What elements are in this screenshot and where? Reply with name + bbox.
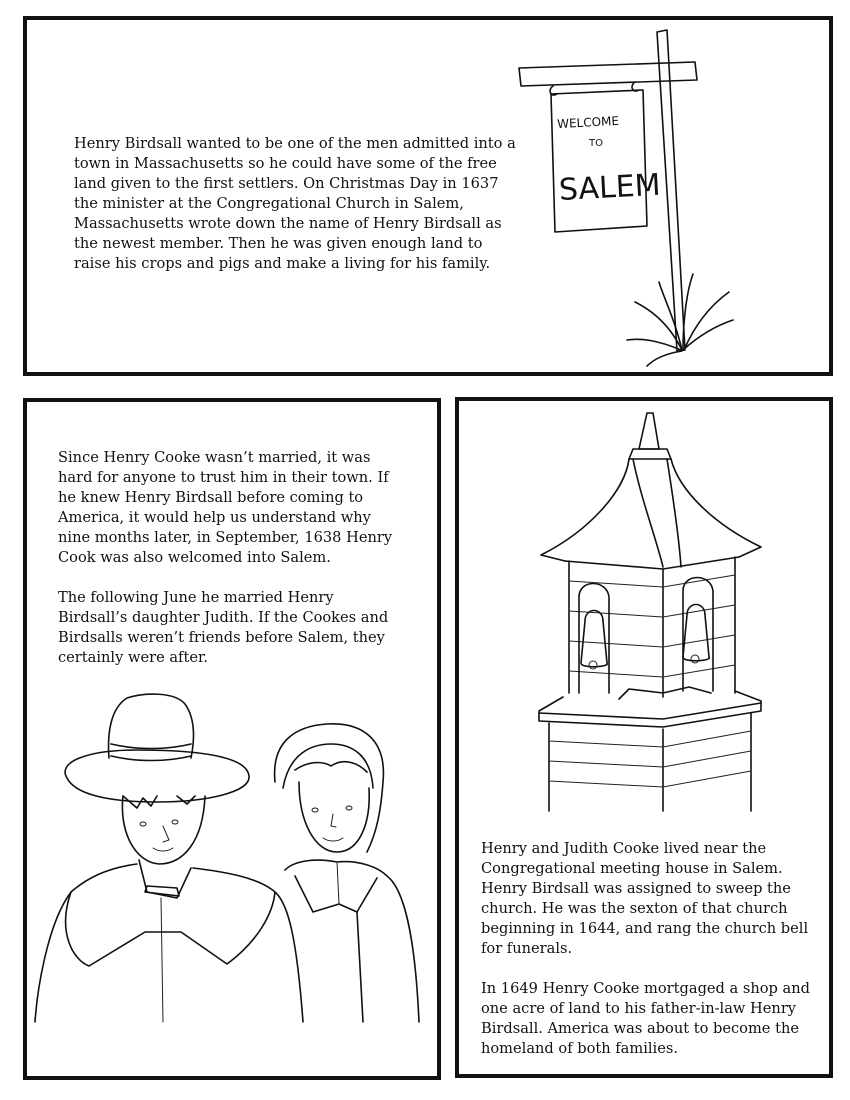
paragraph: Henry and Judith Cooke lived near the Congregational meeting house in Salem. Henry Birdsall was assigned to sweep the church. He was the sexton of that church beginning in 1644, and rang the church bell for funerals. (481, 840, 809, 957)
bell-tower-illustration (529, 401, 769, 811)
panel-salem-welcome (23, 16, 833, 376)
welcome-sign-illustration (507, 20, 827, 372)
sign-salem-text: SALEM (558, 167, 662, 208)
panel-text (481, 839, 826, 1078)
sign-welcome-text: WELCOME (556, 113, 620, 132)
paragraph: In 1649 Henry Cooke mortgaged a shop and one acre of land to his father-in-law Henry Birdsall. America was about to become the homeland of both families. (481, 980, 810, 1057)
paragraph: Since Henry Cooke wasn’t married, it was hard for anyone to trust him in their town. If he knew Henry Birdsall before coming to America, it would help us understand why nine months later, in September, 1638 Henry Cook was also welcomed into Salem. (58, 449, 393, 566)
panel-church-bell (455, 397, 833, 1078)
sign-to-text: TO (589, 138, 603, 149)
panel-henry-cooke (23, 398, 441, 1080)
pilgrim-couple-illustration (27, 692, 437, 1077)
paragraph: The following June he married Henry Birdsall’s daughter Judith. If the Cookes and Birdsalls weren’t friends before Salem, they certainly were after. (58, 589, 389, 666)
panel-text: Henry Birdsall wanted to be one of the men admitted into a town in Massachusetts so he could have some of the free land given to the first settlers. On Christmas Day in 1637 the minister at the Congregational Church in Salem, Massachusetts wrote down the name of Henry Birdsall as the newest member. Then he was given enough land to raise his crops and pigs and make a living for his family. (74, 135, 516, 272)
panel-text (58, 448, 403, 688)
